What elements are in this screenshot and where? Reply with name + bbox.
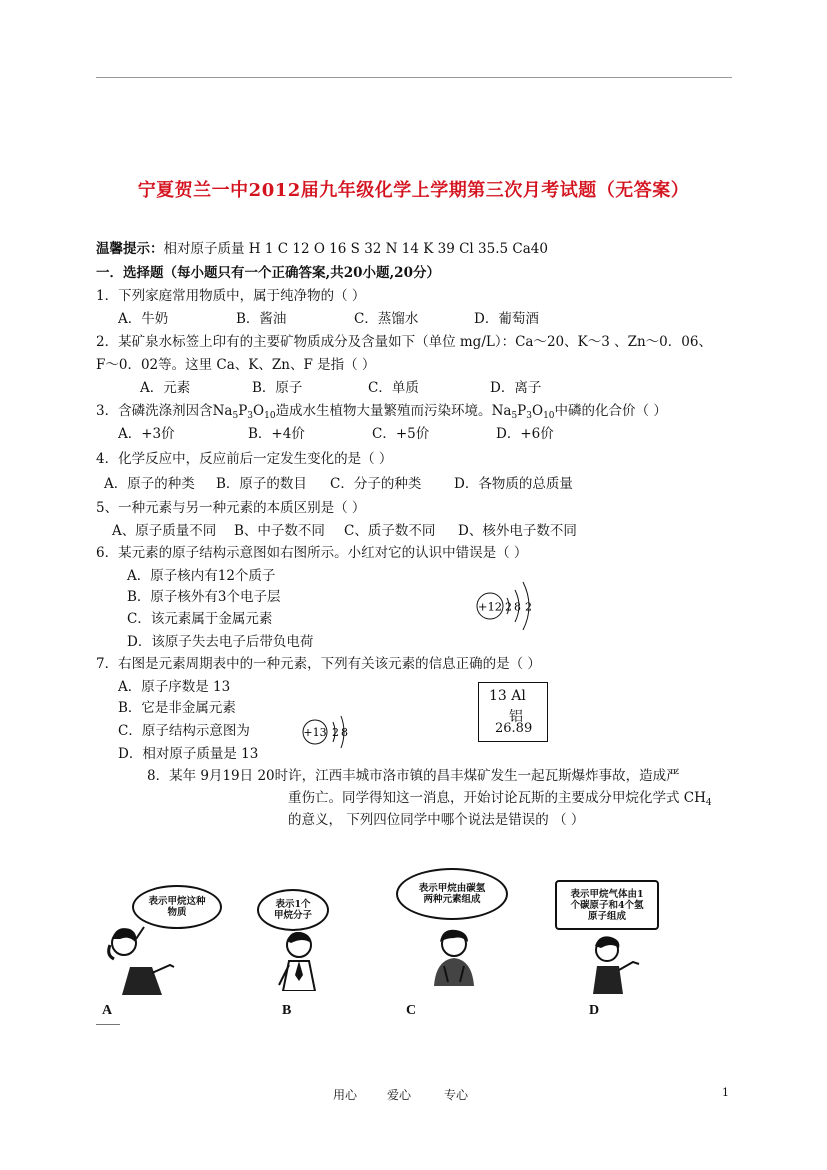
q7-atom-diagram bbox=[298, 712, 364, 752]
q7-option-c: C．原子结构示意图为 bbox=[118, 723, 250, 739]
q1-option-c: C．蒸馏水 bbox=[354, 311, 419, 327]
cartoon-b-letter: B bbox=[282, 1003, 292, 1018]
q4-option-b: B．原子的数目 bbox=[216, 476, 307, 492]
q7-option-a: A．原子序数是 13 bbox=[118, 679, 231, 695]
cartoon-d-bubble: 表示甲烷气体由1个碳原子和4个氢原子组成 bbox=[555, 880, 659, 930]
person-c-icon bbox=[426, 926, 482, 986]
q5-option-b: B、中子数不同 bbox=[234, 523, 325, 539]
cartoon-c-letter: C bbox=[406, 1003, 417, 1018]
hint-label: 温馨提示： bbox=[96, 241, 164, 257]
q7-shell-2: 8 bbox=[341, 726, 348, 739]
q5-option-a: A、原子质量不同 bbox=[112, 523, 217, 539]
hint-text: 相对原子质量 H 1 C 12 O 16 S 32 N 14 K 39 Cl 35.5 Ca40 bbox=[163, 241, 548, 257]
q4-stem: 4．化学反应中，反应前后一定发生变化的是（ ） bbox=[96, 451, 393, 467]
footer-item-1: 用心 bbox=[333, 1088, 358, 1102]
q4-option-a: A．原子的种类 bbox=[104, 476, 195, 492]
q6-shell-2: 8 bbox=[514, 600, 521, 614]
section-heading: 一．选择题（每小题只有一个正确答案,共20小题,20分） bbox=[96, 265, 440, 281]
q3-option-c: C．+5价 bbox=[372, 426, 430, 442]
q8-line1: 8．某年 9月19日 20时许，江西丰城市洛市镇的昌丰煤矿发生一起瓦斯爆炸事故，造成严 bbox=[147, 768, 680, 784]
q3-formula-1: $Na_5P_3O_{10}$ bbox=[212, 403, 276, 421]
q2-option-a: A．元素 bbox=[140, 380, 191, 396]
q1-stem: 1．下列家庭常用物质中，属于纯净物的（ ） bbox=[96, 288, 366, 304]
q8-line3: 的意义， 下列四位同学中哪个说法是错误的 （ ） bbox=[288, 812, 585, 828]
element-mass: 26.89 bbox=[495, 721, 533, 736]
cartoon-a bbox=[100, 885, 230, 995]
q3-formula-2: $Na_5P_3O_{10}$ bbox=[491, 403, 555, 421]
q7-option-d: D．相对原子质量是 13 bbox=[118, 746, 259, 762]
q8-line2: 重伤亡。同学得知这一消息，开始讨论瓦斯的主要成分甲烷化学式 $CH_4$ bbox=[288, 790, 712, 808]
q2-stem-line2: F～0．02等。这里 Ca、K、Zn、F 是指（ ） bbox=[96, 357, 376, 373]
cartoon-bottom-rule bbox=[96, 1024, 120, 1025]
element-name: 铝 bbox=[509, 709, 523, 725]
q6-option-b: B．原子核外有3个电子层 bbox=[127, 589, 281, 605]
cartoon-a-letter: A bbox=[102, 1003, 113, 1018]
q1-option-d: D．葡萄酒 bbox=[474, 311, 539, 327]
q1-option-b: B．酱油 bbox=[236, 311, 287, 327]
element-number-symbol: 13 Al bbox=[489, 688, 526, 704]
q3-option-d: D．+6价 bbox=[496, 426, 554, 442]
person-b-icon bbox=[269, 925, 329, 991]
q7-stem: 7．右图是元素周期表中的一种元素，下列有关该元素的信息正确的是（ ） bbox=[96, 656, 541, 672]
cartoon-b bbox=[255, 885, 365, 995]
q7-shell-1: 2 bbox=[332, 726, 339, 739]
q3-stem-part2: 造成水生植物大量繁殖而污染环境。 bbox=[275, 403, 492, 419]
cartoon-c-bubble: 表示甲烷由碳氢两种元素组成 bbox=[396, 868, 508, 920]
q2-option-b: B．原子 bbox=[252, 380, 303, 396]
q2-option-d: D．离子 bbox=[490, 380, 542, 396]
q2-stem-line1: 2．某矿泉水标签上印有的主要矿物质成分及含量如下（单位 mg/L）：Ca～20、K～3 、Zn～0．06、 bbox=[96, 334, 712, 350]
q6-option-c: C．该元素属于金属元素 bbox=[127, 611, 273, 627]
q6-shell-3: 2 bbox=[525, 600, 532, 614]
q6-nucleus-label: +12 bbox=[477, 599, 503, 614]
q7-option-b: B．它是非金属元素 bbox=[118, 700, 236, 716]
footer-item-3: 专心 bbox=[444, 1088, 469, 1102]
q7-nucleus-label: +13 bbox=[303, 726, 327, 739]
cartoon-a-bubble: 表示甲烷这种物质 bbox=[132, 885, 222, 929]
q3-option-b: B．+4价 bbox=[248, 426, 305, 442]
q5-option-c: C、质子数不同 bbox=[344, 523, 436, 539]
cartoon-c bbox=[394, 868, 514, 998]
page-title: 宁夏贺兰一中2012届九年级化学上学期第三次月考试题（无答案） bbox=[137, 180, 690, 201]
cartoon-b-bubble: 表示1个甲烷分子 bbox=[257, 889, 329, 931]
q6-atom-diagram bbox=[470, 574, 550, 638]
person-d-icon bbox=[581, 932, 643, 994]
q3-option-a: A．+3价 bbox=[118, 426, 175, 442]
q3-stem-part1: 3．含磷洗涤剂因含 bbox=[96, 403, 213, 419]
header-rule bbox=[96, 77, 732, 78]
cartoon-d-letter: D bbox=[589, 1003, 600, 1018]
q6-option-d: D．该原子失去电子后带负电荷 bbox=[127, 634, 314, 650]
q2-option-c: C．单质 bbox=[368, 380, 419, 396]
q3-stem-part3: 中磷的化合价（ ） bbox=[554, 403, 667, 419]
page-number: 1 bbox=[722, 1086, 729, 1099]
q4-option-d: D．各物质的总质量 bbox=[454, 476, 573, 492]
cartoon-d bbox=[555, 880, 665, 995]
q4-option-c: C．分子的种类 bbox=[330, 476, 422, 492]
q1-option-a: A．牛奶 bbox=[118, 311, 169, 327]
footer-item-2: 爱心 bbox=[387, 1088, 412, 1102]
q5-option-d: D、核外电子数不同 bbox=[458, 523, 577, 539]
person-a-icon bbox=[100, 915, 180, 995]
q6-option-a: A．原子核内有12个质子 bbox=[127, 568, 276, 584]
q6-stem: 6．某元素的原子结构示意图如右图所示。小红对它的认识中错误是（ ） bbox=[96, 545, 528, 561]
element-card bbox=[478, 682, 548, 742]
hint-line bbox=[96, 240, 548, 258]
q6-shell-1: 2 bbox=[505, 600, 512, 614]
q5-stem: 5、一种元素与另一种元素的本质区别是（ ） bbox=[96, 500, 366, 516]
q3-stem bbox=[96, 402, 667, 425]
